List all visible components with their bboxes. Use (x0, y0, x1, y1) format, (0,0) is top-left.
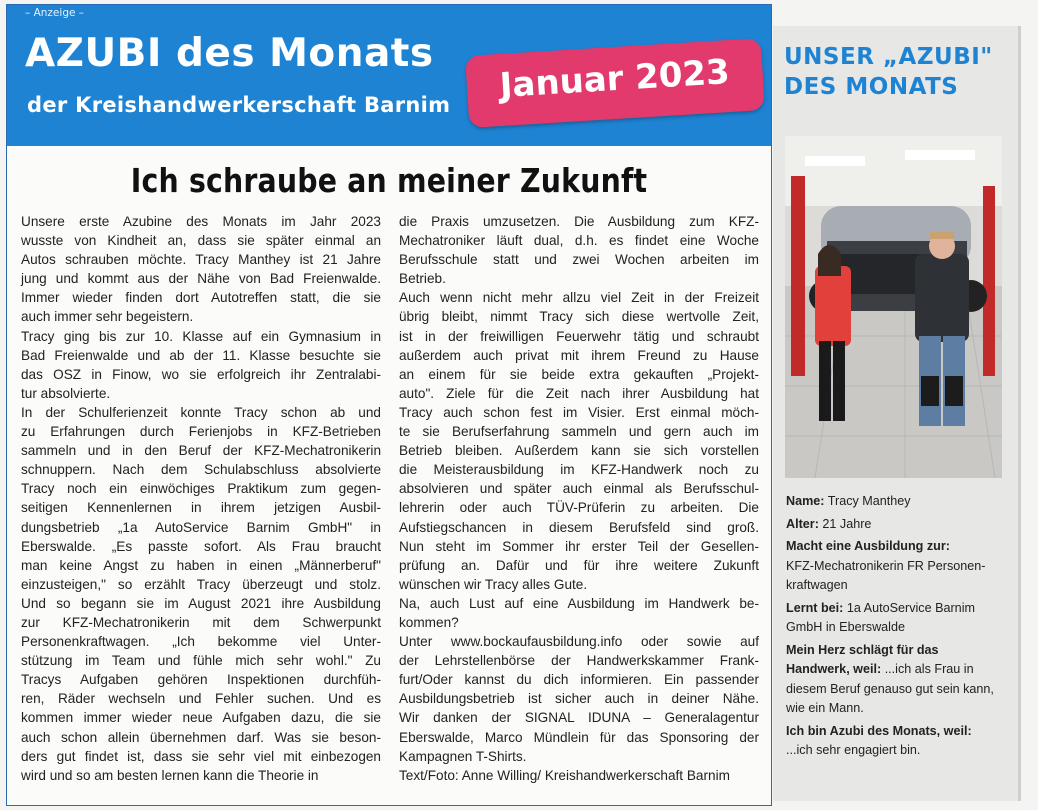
text-line: zu Erfahrungen durch Ferienjobs in KFZ-Betrieben (21, 424, 381, 440)
text-line: stützung im Team und fühle mich sehr wohl." Zu (21, 653, 381, 669)
text-line: tur absolvierte. (21, 385, 111, 401)
text-line: Nun steht im Sommer ihr erster Teil der Gesellen- (399, 538, 759, 554)
text-line: seitigen Kennenlernen in ihrem jetzigen Ausbil- (21, 500, 381, 516)
text-line: Tracy auch schon fest im Visier. Erst einmal möch- (399, 404, 759, 420)
text-line: Betrieb. (399, 271, 446, 287)
banner-title: AZUBI des Monats (25, 31, 434, 76)
text-line: ist in der freiwilligen Feuerwehr tätig und schraubt (399, 328, 759, 344)
text-line: ders gut findet ist, dass sie sehr viel mit einbezogen (21, 748, 381, 764)
text-line: der Lehrstellenbörse der Handwerkskammer Frank- (399, 653, 759, 669)
heart-value-1: ...ich als Frau in (884, 662, 974, 676)
learns-value-1: 1a AutoService Barnim (846, 600, 975, 615)
heart-value-2: diesem Beruf genauso gut sein kann, (786, 681, 994, 696)
text-line: In der Schulferienzeit konnte Tracy schon ab und (21, 404, 381, 420)
text-line: Auch wenn nicht mehr allzu viel Zeit in der Freizeit (399, 290, 759, 306)
sidebar-title-line-1: UNSER „AZUBI" (784, 44, 993, 70)
text-line: Unsere erste Azubine des Monats im Jahr 2023 (21, 214, 381, 229)
sidebar-title-line-2: DES MONATS (784, 74, 959, 100)
text-line: Tracys Aufgaben gehören Inspektionen durchfüh- (21, 672, 381, 688)
name-value: Tracy Manthey (827, 494, 911, 508)
text-line: man keine Angst zu haben in einen „Männerberuf" (21, 557, 381, 573)
left-text-column (21, 212, 381, 785)
text-line: Tracy ging bis zur 10. Klasse auf ein Gymnasium in (21, 328, 381, 344)
text-line: zur KFZ-Mechatronikerin mit dem Schwerpunkt (21, 614, 381, 630)
text-line: te sie Berufserfahrung sammeln und gern auch im (399, 424, 759, 440)
text-line: Bad Freienwalde und ab der 11. Klasse besuchte sie (21, 347, 381, 363)
text-line: prüfung an. Dafür und für ihre weitere Zukunft (399, 557, 759, 573)
month-badge-text: Januar 2023 (498, 52, 731, 106)
name-row (786, 492, 1011, 512)
azubi-label: Ich bin Azubi des Monats, weil: (786, 723, 972, 738)
article (6, 4, 772, 806)
text-line: Kampagnen T-Shirts. (399, 748, 527, 764)
text-line: Und so begann sie im August 2021 ihre Ausbildung (21, 595, 381, 611)
text-line: auch immer sehr begeistern. (21, 309, 194, 325)
text-line: Unter www.bockaufausbildung.info oder sowie auf (399, 634, 759, 650)
text-line: Aufstiegschancen in diesem Berufsfeld sind groß. (399, 519, 759, 535)
text-line: Na, auch Lust auf eine Ausbildung im Handwerk be- (399, 595, 759, 611)
text-line: die Praxis umzusetzen. Die Ausbildung zum KFZ- (399, 214, 759, 229)
profile-info (786, 492, 1011, 764)
text-line: Immer wieder finden dort Autotreffen statt, die sie (21, 290, 381, 306)
text-line: Ausbildungsbetrieb ist sicher auch in deiner Nähe. (399, 691, 759, 707)
heart-row (786, 641, 1011, 719)
right-text-column (399, 212, 759, 785)
text-line: lehrerin oder auch TÜV-Prüferin zu arbeiten. Die (399, 500, 759, 516)
text-line: Text/Foto: Anne Willing/ Kreishandwerkerschaft Barnim (399, 767, 730, 783)
azubi-row (786, 722, 1011, 761)
text-line: sammeln und in den Beruf der KFZ-Mechatronikerin (21, 443, 381, 459)
name-label: Name: (786, 494, 825, 508)
training-row (786, 537, 1011, 596)
text-line: Autos schrauben möchte. Tracy Manthey ist 21 Jahre (21, 252, 381, 268)
azubi-value: ...ich sehr engagiert bin. (786, 743, 921, 757)
header-banner (7, 5, 771, 146)
text-line: jung und kommt aus der Nähe von Bad Freienwalde. (21, 271, 381, 287)
age-row (786, 515, 1011, 535)
heart-value-3: wie ein Mann. (786, 701, 864, 715)
text-line: ren, Räder wechseln und Fehler suchen. Und es (21, 691, 381, 707)
learns-value-2: GmbH in Eberswalde (786, 620, 905, 634)
text-line: Berufsschule statt und zwei Wochen arbeiten im (399, 252, 759, 268)
age-label: Alter: (786, 516, 819, 531)
text-line: schnuppern. Nach dem Schulabschluss absolvierte (21, 462, 381, 478)
training-value-2: kraftwagen (786, 578, 848, 592)
anzeige-label: – Anzeige – (25, 7, 85, 19)
learns-row (786, 599, 1011, 638)
text-line: übrig bleibt, nimmt Tracy sich diese wertvolle Zeit, (399, 309, 759, 325)
text-line: furt/Oder kannst du dich informieren. Ein passender (399, 672, 759, 688)
text-line: die Meisterausbildung im KFZ-Handwerk noch zu (399, 462, 759, 478)
text-line: Eberswalde, Marco Mündlein für das Sponsoring der (399, 729, 759, 745)
article-headline: Ich schraube an meiner Zukunft (130, 161, 648, 200)
workshop-photo-illustration (785, 136, 1002, 478)
text-line: wünschen wir Tracy alles Gute. (399, 576, 588, 592)
text-line: an einem für sie beide extra gekauften „Projekt- (399, 366, 759, 382)
heart-label-1: Mein Herz schlägt für das (786, 642, 939, 657)
text-line: Wir danken der SIGNAL IDUNA – Generalagentur (399, 710, 759, 726)
learns-label: Lernt bei: (786, 600, 844, 615)
training-value-1: KFZ-Mechatronikerin FR Personen- (786, 558, 986, 573)
banner-subtitle: der Kreishandwerkerschaft Barnim (27, 93, 451, 117)
text-line: außerdem auch privat mit ihrem Freund zu Hause (399, 347, 759, 363)
text-line: Betrieb bleiben. Außerdem kann sie sich vorstellen (399, 443, 759, 459)
text-line: kommen immer wieder neue Aufgaben dazu, die sie (21, 710, 381, 726)
text-line: kommen? (399, 614, 459, 630)
text-line: das OSZ in Finow, wo sie erfolgreich ihr Zentralabi- (21, 366, 381, 382)
text-line: absolvieren und später auch einmal als Berufsschul- (399, 481, 759, 497)
heart-label-2: Handwerk, weil: (786, 662, 882, 676)
text-line: dungsbetrieb „1a AutoService Barnim GmbH" in (21, 519, 381, 535)
age-value: 21 Jahre (822, 516, 872, 531)
training-label: Macht eine Ausbildung zur: (786, 539, 950, 553)
text-line: Eberswalde. „Es passte sofort. Als Frau braucht (21, 538, 381, 554)
text-line: auch schon allein übernehmen darf. Was sie beson- (21, 729, 381, 745)
text-line: einzusteigen," so erzählt Tracy überzeugt und stolz. (21, 576, 381, 592)
sidebar-title (784, 42, 993, 102)
month-badge (465, 38, 765, 128)
text-line: Mechatroniker läuft dual, d.h. es findet eine Woche (399, 233, 759, 249)
text-line: wird und so am besten lernen kann die Theorie in (21, 767, 319, 783)
text-line: auto". Ziele für die Zeit nach ihrer Ausbildung hat (399, 385, 759, 401)
text-line: wusste von Kindheit an, dass sie später einmal an (21, 233, 381, 249)
text-line: Tracy noch ein einwöchiges Praktikum zum gegen- (21, 481, 381, 497)
text-line: Personenkraftwagen. „Ich bekomme viel Unter- (21, 634, 381, 650)
workshop-photo (785, 136, 1002, 478)
profile-sidebar (773, 26, 1021, 801)
